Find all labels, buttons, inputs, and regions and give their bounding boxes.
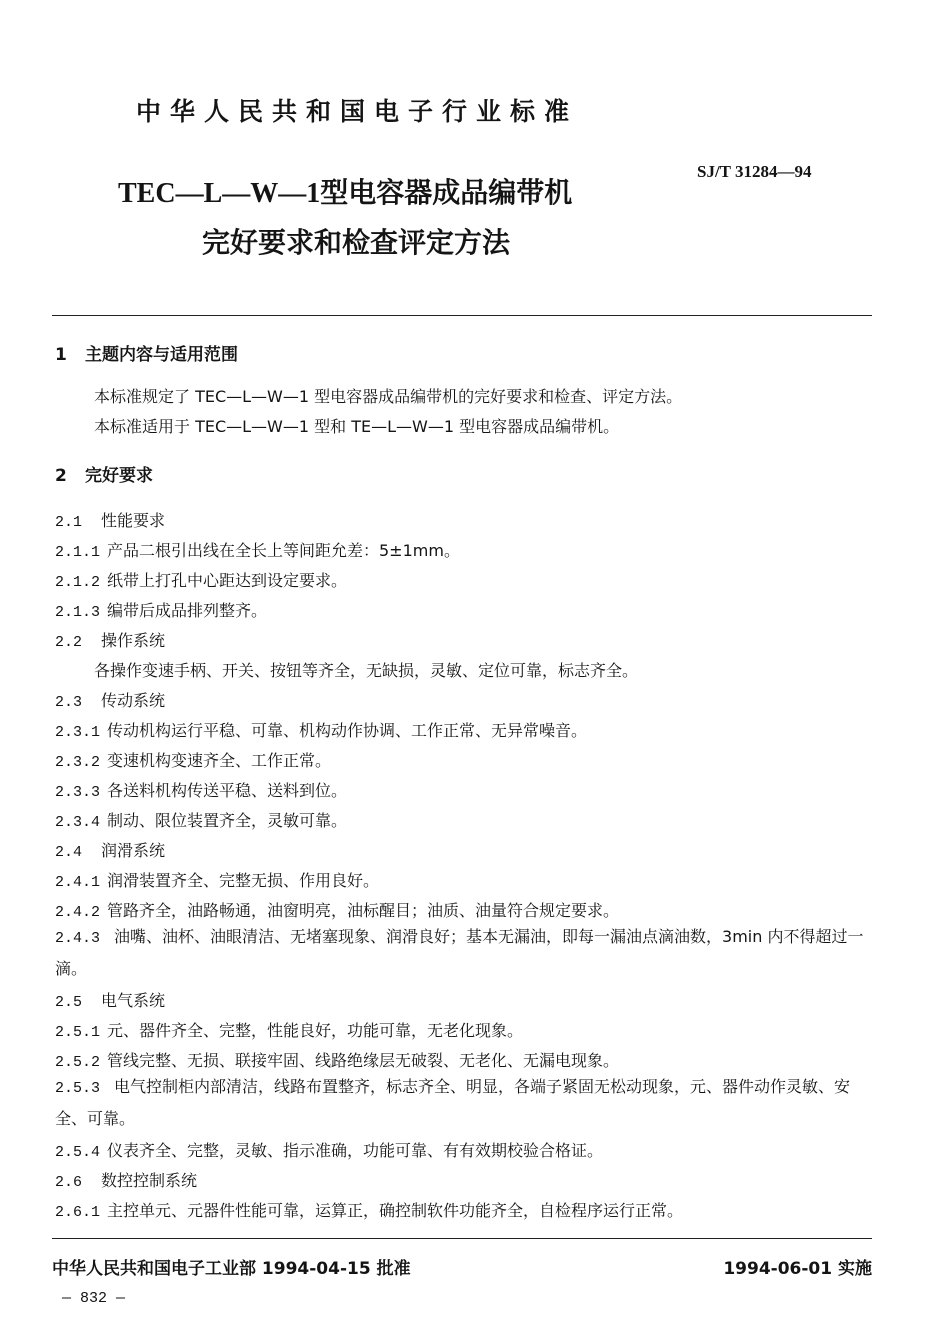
clause-2-4-3 — [55, 922, 875, 984]
standard-category-heading: 中华人民共和国电子行业标准 — [136, 97, 579, 126]
clause-number: 2.3.2 — [55, 754, 101, 771]
clause-2-3-1 — [55, 718, 587, 741]
clause-text: 传动机构运行平稳、可靠、机构动作协调、工作正常、无异常噪音。 — [107, 721, 588, 740]
clause-2-6 — [55, 1168, 197, 1191]
clause-text: 润滑装置齐全、完整无损、作用良好。 — [107, 871, 380, 890]
clause-number: 2.1 — [55, 514, 83, 531]
clause-text: 元、器件齐全、完整，性能良好，功能可靠，无老化现象。 — [107, 1021, 524, 1040]
title-line-1-text: 型电容器成品编带机 — [320, 176, 573, 209]
clause-number: 2.6 — [55, 1174, 83, 1191]
clause-2-3-3 — [55, 778, 347, 801]
clause-number: 2.1.2 — [55, 574, 101, 591]
clause-number: 2.2 — [55, 634, 83, 651]
clause-2-2 — [55, 628, 165, 651]
clause-2-3 — [55, 688, 165, 711]
clause-text: 润滑系统 — [101, 841, 166, 860]
clause-number: 2.5 — [55, 994, 83, 1011]
standard-number: SJ/T 31284—94 — [697, 162, 812, 181]
clause-2-4 — [55, 838, 165, 861]
clause-number: 2.4.1 — [55, 874, 101, 891]
clause-text: 数控控制系统 — [101, 1171, 198, 1190]
clause-text: 油嘴、油杯、油眼清洁、无堵塞现象、润滑良好；基本无漏油，即每一漏油点滴油数，3min 内不得超过一滴。 — [55, 927, 864, 978]
clause-text: 仪表齐全、完整，灵敏、指示准确，功能可靠、有有效期校验合格证。 — [107, 1141, 604, 1160]
clause-text: 编带后成品排列整齐。 — [107, 601, 268, 620]
clause-text: 电气系统 — [101, 991, 166, 1010]
clause-number: 2.4.3 — [55, 930, 101, 947]
clause-number: 2.3.3 — [55, 784, 101, 801]
clause-number: 2.3.4 — [55, 814, 101, 831]
clause-number: 2.4.2 — [55, 904, 101, 921]
clause-2-5-2 — [55, 1048, 619, 1071]
clause-number: 2.5.2 — [55, 1054, 101, 1071]
section-title: 完好要求 — [85, 466, 153, 486]
section-title: 主题内容与适用范围 — [85, 345, 238, 365]
clause-2-1-1 — [55, 538, 460, 561]
clause-number: 2.1.1 — [55, 544, 101, 561]
effective-date: 1994-06-01 实施 — [723, 1259, 872, 1279]
clause-2-1-3 — [55, 598, 267, 621]
document-title-line-2: 完好要求和检查评定方法 — [202, 226, 511, 259]
title-model-code: TEC—L—W—1 — [118, 178, 321, 209]
header-divider — [52, 315, 872, 316]
clause-text: 主控单元、元器件性能可靠，运算正，确控制软件功能齐全，自检程序运行正常。 — [107, 1201, 684, 1220]
section-number: 1 — [55, 345, 67, 365]
clause-2-4-2 — [55, 898, 619, 921]
clause-2-3-2 — [55, 748, 331, 771]
clause-2-6-1 — [55, 1198, 683, 1221]
clause-text: 变速机构变速齐全、工作正常。 — [107, 751, 332, 770]
clause-number: 2.3 — [55, 694, 83, 711]
clause-number: 2.5.3 — [55, 1080, 101, 1097]
page-number: — 832 — — [62, 1290, 126, 1307]
paragraph: 本标准规定了 TEC—L—W—1 型电容器成品编带机的完好要求和检查、评定方法。 — [94, 387, 683, 406]
footer-divider — [52, 1238, 872, 1239]
clause-number: 2.3.1 — [55, 724, 101, 741]
clause-number: 2.4 — [55, 844, 83, 861]
section-number: 2 — [55, 466, 67, 486]
clause-text: 性能要求 — [101, 511, 166, 530]
clause-number: 2.6.1 — [55, 1204, 101, 1221]
clause-2-1-2 — [55, 568, 347, 591]
clause-number: 2.5.4 — [55, 1144, 101, 1161]
paragraph: 各操作变速手柄、开关、按钮等齐全，无缺损，灵敏、定位可靠，标志齐全。 — [94, 661, 639, 680]
section-heading-2 — [55, 461, 153, 486]
clause-number: 2.1.3 — [55, 604, 101, 621]
clause-text: 操作系统 — [101, 631, 166, 650]
clause-2-4-1 — [55, 868, 379, 891]
clause-text: 传动系统 — [101, 691, 166, 710]
clause-text: 管路齐全，油路畅通，油窗明亮，油标醒目；油质、油量符合规定要求。 — [107, 901, 620, 920]
paragraph: 本标准适用于 TEC—L—W—1 型和 TE—L—W—1 型电容器成品编带机。 — [94, 417, 620, 436]
clause-text: 各送料机构传送平稳、送料到位。 — [107, 781, 348, 800]
clause-2-5-4 — [55, 1138, 603, 1161]
clause-2-5 — [55, 988, 165, 1011]
clause-text: 制动、限位装置齐全，灵敏可靠。 — [107, 811, 348, 830]
clause-2-3-4 — [55, 808, 347, 831]
clause-2-5-3 — [55, 1072, 875, 1134]
clause-text: 电气控制柜内部清洁，线路布置整齐，标志齐全、明显，各端子紧固无松动现象，元、器件动作灵敏、安全、可靠。 — [55, 1077, 851, 1128]
clause-2-1 — [55, 508, 165, 531]
clause-number: 2.5.1 — [55, 1024, 101, 1041]
approval-statement: 中华人民共和国电子工业部 1994-04-15 批准 — [52, 1259, 411, 1279]
clause-text: 产品二根引出线在全长上等间距允差：5±1mm。 — [107, 541, 460, 560]
clause-text: 纸带上打孔中心距达到设定要求。 — [107, 571, 348, 590]
clause-2-5-1 — [55, 1018, 523, 1041]
clause-text: 管线完整、无损、联接牢固、线路绝缘层无破裂、无老化、无漏电现象。 — [107, 1051, 620, 1070]
section-heading-1 — [55, 340, 238, 365]
document-title-line-1 — [118, 171, 572, 211]
